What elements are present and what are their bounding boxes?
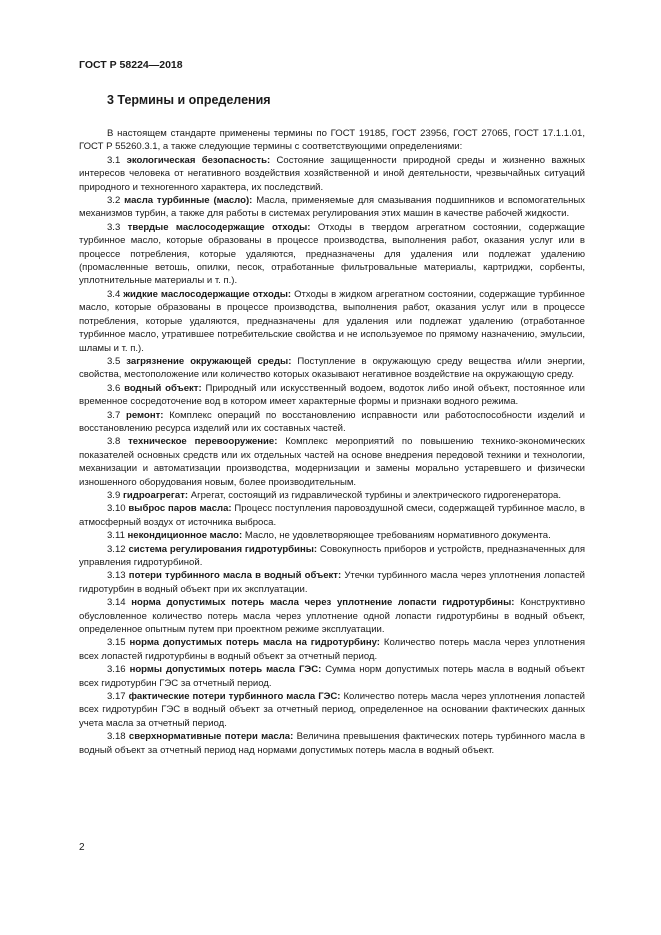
term-paragraph: [79, 730, 585, 757]
term-number: 3.9: [107, 489, 121, 501]
term-definition: Комплекс мероприятий по повышению технико-экономических показателей основных средств или их отдельных частей на основе внедрения передовой техники и технологии, механизации и автоматизации производства, модернизации и замены морально устаревшего и физически изношенного оборудования новым, более производительным.: [79, 436, 586, 488]
term-name: водный объект:: [124, 382, 202, 394]
term-number: 3.14: [107, 597, 126, 609]
term-definition: Масла, применяемые для смазывания подшипников и вспомогательных механизмов турбин, а также для работы в системах регулирования этих машин в качестве рабочей жидкости.: [79, 195, 586, 220]
term-name: нормы допустимых потерь масла ГЭС:: [129, 664, 322, 676]
term-definition: Процесс поступления паровоздушной смеси, содержащей турбинное масло, в атмосферный воздух от источника выброса.: [79, 503, 585, 528]
term-definition: Агрегат, состоящий из гидравлической турбины и электрического гидрогенератора.: [190, 489, 562, 501]
term-name: сверхнормативные потери масла:: [128, 731, 294, 743]
term-definition: Конструктивно обусловленное количество потерь масла через уплотнение одной лопасти гидротурбины в водный объект, определенное опытным путем при проектном режиме эксплуатации.: [79, 597, 586, 636]
term-paragraph: [79, 409, 585, 436]
term-name: выброс паров масла:: [128, 503, 232, 515]
term-number: 3.18: [107, 731, 126, 743]
term-paragraph: [79, 194, 585, 221]
term-name: некондиционное масло:: [127, 530, 243, 542]
page-number: 2: [79, 842, 85, 853]
term-name: норма допустимых потерь масла на гидротурбину:: [129, 637, 380, 649]
term-definition: Количество потерь масла через уплотнения всех лопастей гидротурбины в водный объект за отчетный период.: [79, 637, 585, 662]
term-name: техническое перевооружение:: [128, 436, 278, 448]
term-number: 3.16: [107, 664, 126, 676]
term-paragraph: [79, 435, 585, 489]
term-definition: Сумма норм допустимых потерь масла в водный объект всех гидротурбин ГЭС за отчетный период.: [79, 664, 586, 689]
term-definition: Количество потерь масла через уплотнения лопастей всех гидротурбин ГЭС в водный объект за отчетный период, определенное на основании фактических данных учета масла за отчетный период.: [79, 691, 585, 729]
term-number: 3.4: [107, 288, 121, 300]
term-number: 3.11: [107, 530, 125, 542]
term-paragraph: [79, 690, 585, 730]
term-name: норма допустимых потерь масла через уплотнение лопасти гидротурбины:: [131, 597, 515, 609]
term-number: 3.1: [107, 154, 121, 166]
term-number: 3.2: [107, 195, 121, 207]
term-paragraph: [79, 355, 585, 382]
term-number: 3.3: [107, 221, 121, 233]
term-name: потери турбинного масла в водный объект:: [128, 570, 342, 582]
document-code: ГОСТ Р 58224—2018: [79, 59, 183, 71]
term-paragraph: [79, 489, 585, 502]
term-number: 3.17: [107, 691, 126, 703]
term-definition: Отходы в жидком агрегатном состоянии, содержащие турбинное масло, которые образованы в процессе производства, выполнения работ, оказания услуг или в процессе потребления, которые удаляются, предназначены для удаления или подлежат удалению (отработанное турбинное масло, утратившее потребительские свойства и не используемое по прямому назначению, эмульсии, шламы и т. п.).: [79, 288, 585, 354]
term-paragraph: [79, 221, 585, 288]
term-name: система регулирования гидротурбины:: [128, 543, 318, 555]
term-number: 3.12: [107, 543, 126, 555]
term-definition: Отходы в твердом агрегатном состоянии, содержащие турбинное масло, которые образованы в процессе производства, выполнения работ, оказания услуг или в процессе потребления, которые удаляются, предназначены для удаления или подлежат удалению (промасленные ветошь, опилки, песок, отработанные фильтровальные материалы, картриджи, сорбенты, уплотнительные материалы и т. п.).: [79, 221, 585, 287]
term-definition: Величина превышения фактических потерь турбинного масла в водный объект за отчетный период над нормами допустимых потерь масла в водный объект.: [79, 731, 586, 756]
term-paragraph: [79, 596, 585, 636]
term-definition: Масло, не удовлетворяющее требованиям нормативного документа.: [244, 530, 551, 542]
term-number: 3.6: [107, 382, 121, 394]
term-number: 3.13: [107, 570, 126, 582]
term-name: экологическая безопасность:: [126, 154, 271, 166]
term-name: жидкие маслосодержащие отходы:: [123, 288, 292, 300]
term-paragraph: [79, 663, 585, 690]
term-name: масла турбинные (масло):: [124, 195, 253, 207]
term-number: 3.8: [107, 436, 121, 448]
term-name: загрязнение окружающей среды:: [126, 355, 292, 367]
term-number: 3.10: [107, 503, 126, 515]
term-paragraph: [79, 636, 585, 663]
term-definition: Комплекс операций по восстановлению исправности или работоспособности изделий и восстановлению ресурса изделий или их составных частей.: [79, 409, 585, 434]
term-number: 3.7: [107, 409, 121, 421]
intro-paragraph: В настоящем стандарте применены термины по ГОСТ 19185, ГОСТ 23956, ГОСТ 27065, ГОСТ 17.1.1.01, ГОСТ Р 55260.3.1, а также следующие термины с соответствующими определениями:: [79, 128, 585, 153]
term-paragraph: [79, 502, 585, 529]
term-name: гидроагрегат:: [122, 489, 189, 501]
term-paragraph: [79, 543, 585, 570]
term-definition: Состояние защищенности природной среды и жизненно важных интересов человека от негативного воздействия хозяйственной и иной деятельности, чрезвычайных ситуаций природного и техногенного характера, их последствий.: [79, 154, 585, 193]
terms-content: [79, 127, 585, 757]
section-heading: 3 Термины и определения: [107, 93, 271, 107]
term-name: фактические потери турбинного масла ГЭС:: [128, 691, 341, 703]
term-definition: Поступление в окружающую среду вещества и/или энергии, свойства, местоположение или количество которых оказывают негативное воздействие на окружающую среду.: [79, 355, 585, 381]
term-number: 3.15: [107, 637, 126, 649]
term-paragraph: [79, 569, 585, 596]
term-paragraph: [79, 288, 585, 355]
term-paragraph: [79, 154, 585, 194]
term-name: твердые маслосодержащие отходы:: [127, 221, 311, 233]
term-definition: Утечки турбинного масла через уплотнения лопастей гидротурбин в водный объект при их эксплуатации.: [79, 570, 586, 595]
term-paragraph: [79, 529, 585, 542]
term-definition: Природный или искусственный водоем, водоток либо иной объект, постоянное или временное сосредоточение вод в котором имеет характерные формы и признаки водного режима.: [79, 382, 585, 408]
term-name: ремонт:: [126, 409, 164, 421]
term-number: 3.5: [107, 355, 121, 367]
term-definition: Совокупность приборов и устройств, предназначенных для управления гидротурбиной.: [79, 543, 585, 568]
term-paragraph: [79, 382, 585, 409]
